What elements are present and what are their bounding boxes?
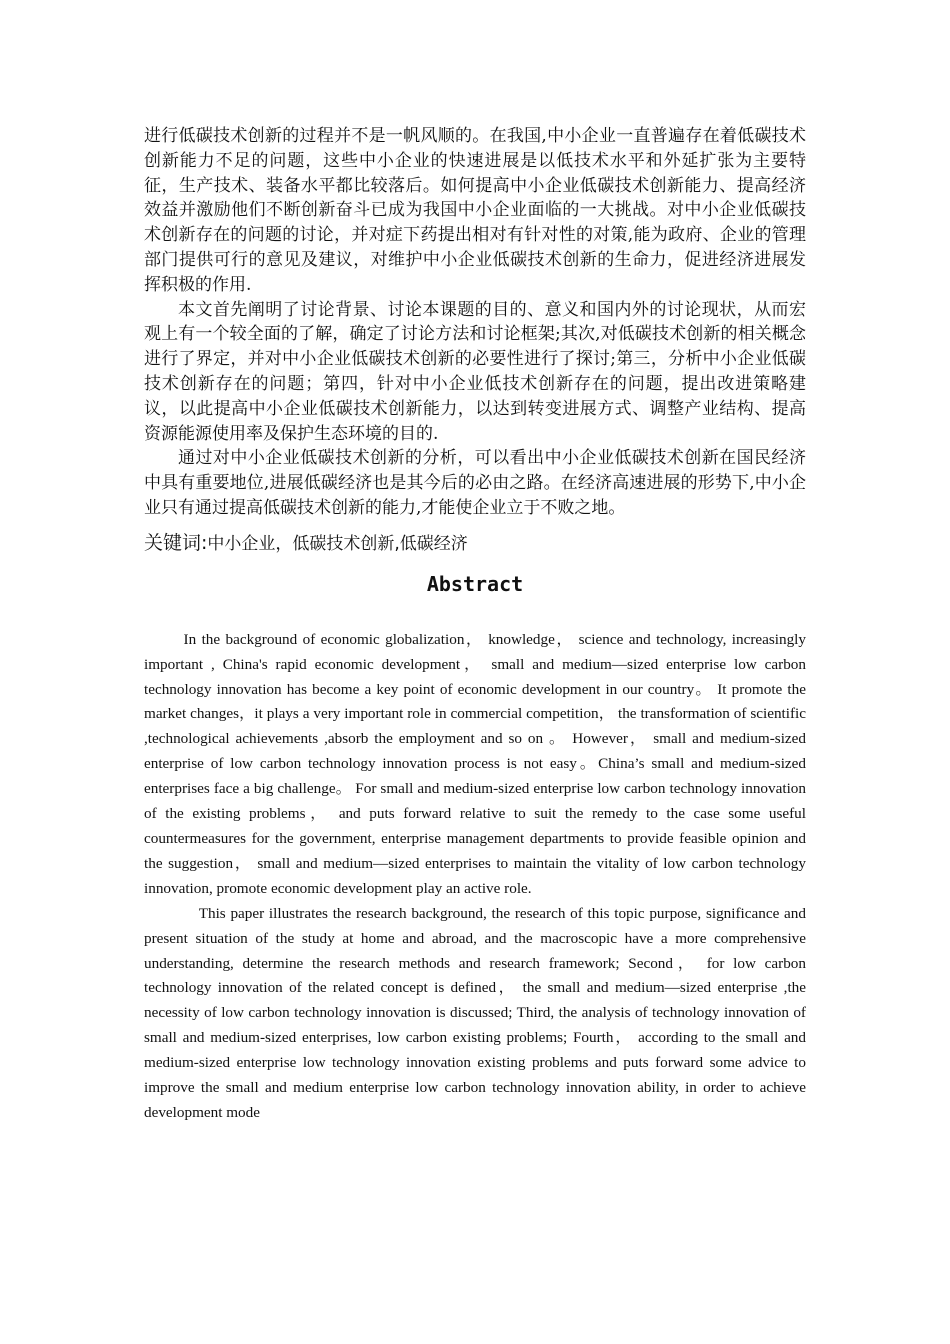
keywords-label: 关键词: — [144, 531, 208, 554]
abstract-title: Abstract — [426, 571, 524, 596]
chinese-paragraph-3: 通过对中小企业低碳技术创新的分析，可以看出中小企业低碳技术创新在国民经济中具有重要地位,进展低碳经济也是其今后的必由之路。在经济高速进展的形势下,中小企业只有通过提高低碳技术创新的能力,才能使企业立于不败之地。 — [144, 448, 806, 518]
page-content — [144, 124, 806, 1126]
keywords-line — [144, 527, 806, 560]
english-paragraph-1: In the background of economic globalization， knowledge， science and technology, increasingly important , China's rapid economic development， small and medium—sized enterprise low carbon technology innovation has become a key point of economic development in our country。 It promote the market changes，it plays a very important role in commercial competition， the transformation of scientific ,technological achievements ,absorb the employment and so on 。 However， small and medium-sized enterprise of low carbon technology innovation process is not easy。China’s small and medium-sized enterprises face a big challenge。 For small and medium-sized enterprise low carbon technology innovation of the existing problems， and puts forward relative to suit the remedy to the case some useful countermeasures for the government, enterprise management departments to provide feasible opinion and the suggestion， small and medium—sized enterprises to maintain the vitality of low carbon technology innovation, promote economic development play an active role. — [144, 630, 806, 897]
chinese-paragraph-2: 本文首先阐明了讨论背景、讨论本课题的目的、意义和国内外的讨论现状，从而宏观上有一个较全面的了解，确定了讨论方法和讨论框架;其次,对低碳技术创新的相关概念进行了界定，并对中小企业低碳技术创新的必要性进行了探讨;第三，分析中小企业低碳技术创新存在的问题；第四，针对中小企业低技术创新存在的问题，提出改进策略建议，以此提高中小企业低碳技术创新能力，以达到转变进展方式、调整产业结构、提高资源能源使用率及保护生态环境的目的. — [144, 299, 806, 444]
chinese-paragraph-1: 进行低碳技术创新的过程并不是一帆风顺的。在我国,中小企业一直普遍存在着低碳技术创新能力不足的问题，这些中小企业的快速进展是以低技术水平和外延扩张为主要特征，生产技术、装备水平都比较落后。如何提高中小企业低碳技术创新能力、提高经济效益并激励他们不断创新奋斗已成为我国中小企业面临的一大挑战。对中小企业低碳技术创新存在的问题的讨论，并对症下药提出相对有针对性的对策,能为政府、企业的管理部门提供可行的意见及建议，对维护中小企业低碳技术创新的生命力，促进经济进展发挥积极的作用. — [144, 126, 806, 295]
english-paragraph-2: This paper illustrates the research background, the research of this topic purpose, significance and present situation of the study at home and abroad, and the macroscopic have a more comprehensive understanding, determine the research methods and research framework; Second， for low carbon technology innovation of the related concept is defined， the small and medium—sized enterprise ,the necessity of low carbon technology innovation is discussed; Third, the analysis of technology innovation of small and medium-sized enterprises, low carbon existing problems; Fourth， according to the small and medium-sized enterprise low technology innovation existing problems and puts forward some advice to improve the small and medium enterprise low carbon technology innovation ability, in order to achieve development mode — [144, 904, 806, 1121]
keywords-value: 中小企业，低碳技术创新,低碳经济 — [207, 533, 468, 554]
